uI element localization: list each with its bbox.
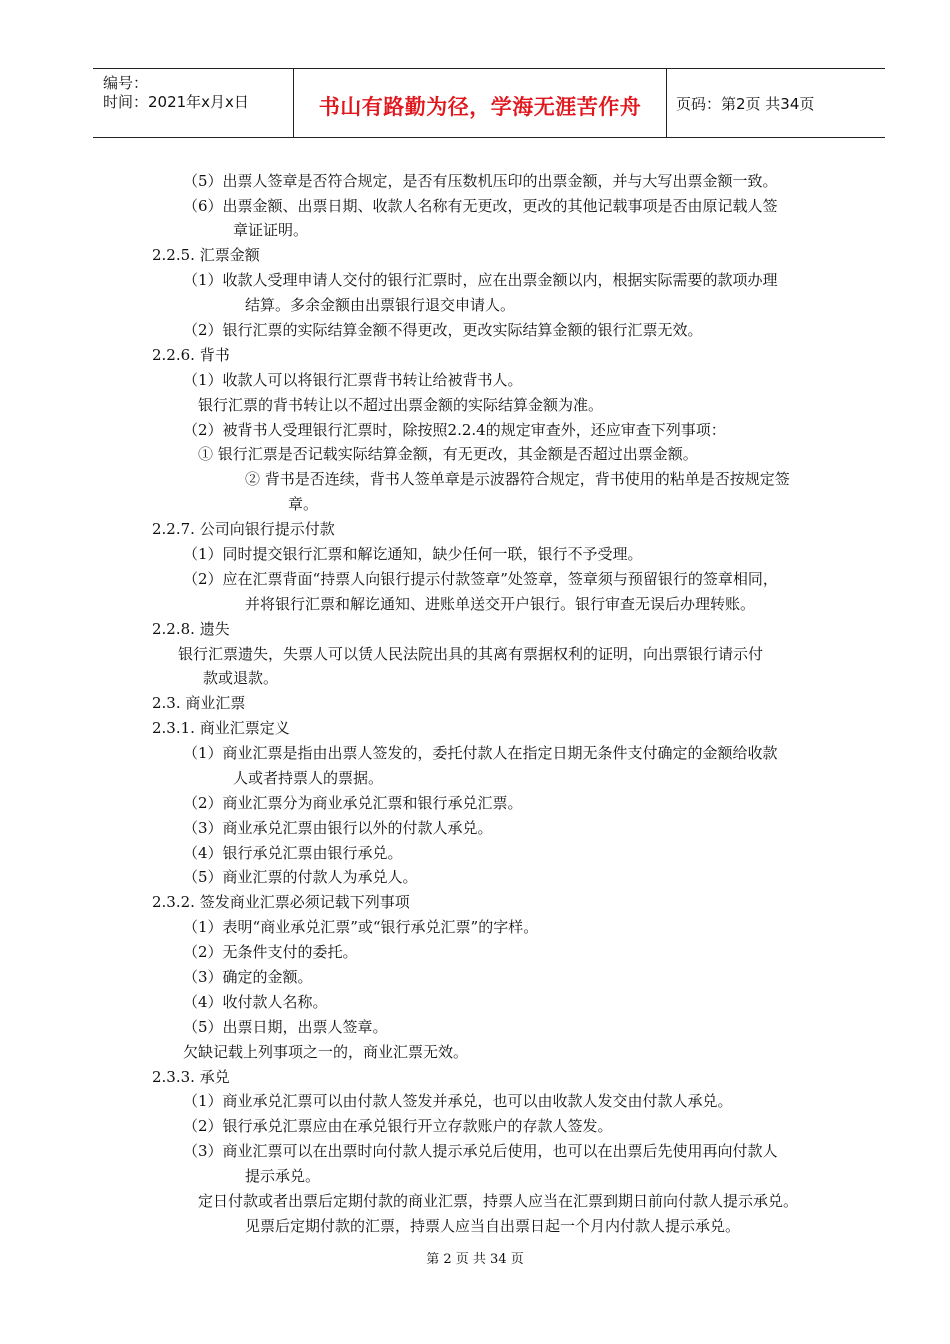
item-2-3-2-1: （1）表明“商业承兑汇票”或“银行承兑汇票”的字样。 bbox=[183, 918, 539, 936]
sub-item-circled-2: ② 背书是否连续，背书人签单章是示波器符合规定，背书使用的粘单是否按规定签 bbox=[245, 470, 790, 488]
item-2-3-3-3: （3）商业汇票可以在出票时向付款人提示承兑后使用，也可以在出票后先使用再向付款人 bbox=[183, 1142, 778, 1160]
item-2-3-1-4: （4）银行承兑汇票由银行承兑。 bbox=[183, 844, 403, 862]
header-motto-cell bbox=[293, 69, 667, 137]
item-2-2-6-1: （1）收款人可以将银行汇票背书转让给被背书人。 bbox=[183, 371, 523, 389]
paragraph-2-3-3-note-1: 定日付款或者出票后定期付款的商业汇票，持票人应当在汇票到期日前向付款人提示承兑。 bbox=[198, 1192, 799, 1210]
item-2-2-7-1: （1）同时提交银行汇票和解讫通知，缺少任何一联，银行不予受理。 bbox=[183, 545, 643, 563]
item-2-3-1-2: （2）商业汇票分为商业承兑汇票和银行承兑汇票。 bbox=[183, 794, 523, 812]
header-info-cell bbox=[93, 69, 293, 137]
item-2-2-4-6: （6）出票金额、出票日期、收款人名称有无更改，更改的其他记载事项是否由原记载人签 bbox=[183, 197, 778, 215]
item-2-3-2-2: （2）无条件支付的委托。 bbox=[183, 943, 358, 961]
section-heading-2-2-8: 2.2.8. 遗失 bbox=[152, 620, 230, 638]
section-heading-2-2-7: 2.2.7. 公司向银行提示付款 bbox=[152, 520, 335, 538]
item-2-2-4-5: （5）出票人签章是否符合规定，是否有压数机压印的出票金额，并与大写出票金额一致。 bbox=[183, 172, 778, 190]
section-heading-2-2-5: 2.2.5. 汇票金额 bbox=[152, 246, 260, 264]
item-2-3-1-5: （5）商业汇票的付款人为承兑人。 bbox=[183, 868, 418, 886]
document-number-label: 编号： bbox=[103, 74, 149, 92]
item-2-3-1-3: （3）商业承兑汇票由银行以外的付款人承兑。 bbox=[183, 819, 493, 837]
page-footer: 第 2 页 共 34 页 bbox=[426, 1252, 524, 1267]
paragraph-2-3-2-note: 欠缺记载上列事项之一的，商业汇票无效。 bbox=[183, 1043, 469, 1061]
page-header bbox=[93, 68, 885, 138]
section-heading-2-3-2: 2.3.2. 签发商业汇票必须记载下列事项 bbox=[152, 893, 410, 911]
section-heading-2-3-3: 2.3.3. 承兑 bbox=[152, 1068, 230, 1086]
section-heading-2-2-6: 2.2.6. 背书 bbox=[152, 346, 230, 364]
item-2-3-3-3-cont: 提示承兑。 bbox=[245, 1167, 321, 1185]
item-2-2-7-2-cont: 并将银行汇票和解讫通知、进账单送交开户银行。银行审查无误后办理转账。 bbox=[245, 595, 756, 613]
paragraph-2-2-8-cont: 款或退款。 bbox=[203, 669, 279, 687]
header-motto: 书山有路勤为径，学海无涯苦作舟 bbox=[318, 95, 642, 119]
item-2-2-7-2: （2）应在汇票背面“持票人向银行提示付款签章”处签章，签章须与预留银行的签章相同， bbox=[183, 570, 778, 588]
section-heading-2-3: 2.3. 商业汇票 bbox=[152, 694, 246, 712]
item-2-2-5-1-cont: 结算。多余金额由出票银行退交申请人。 bbox=[245, 296, 516, 314]
item-2-3-1-1-cont: 人或者持票人的票据。 bbox=[233, 769, 384, 787]
document-time-label: 时间：2021年x月x日 bbox=[103, 93, 249, 111]
item-2-3-2-3: （3）确定的金额。 bbox=[183, 968, 313, 986]
item-2-2-4-6-cont: 章证证明。 bbox=[233, 221, 309, 239]
paragraph-2-3-3-note-2: 见票后定期付款的汇票，持票人应当自出票日起一个月内付款人提示承兑。 bbox=[245, 1217, 741, 1235]
paragraph-2-2-6-note: 银行汇票的背书转让以不超过出票金额的实际结算金额为准。 bbox=[198, 396, 604, 414]
item-2-3-2-5: （5）出票日期，出票人签章。 bbox=[183, 1018, 388, 1036]
sub-item-circled-2-cont: 章。 bbox=[288, 495, 319, 513]
sub-item-circled-1: ① 银行汇票是否记载实际结算金额，有无更改，其金额是否超过出票金额。 bbox=[198, 445, 698, 463]
item-2-3-2-4: （4）收付款人名称。 bbox=[183, 993, 328, 1011]
item-2-3-3-1: （1）商业承兑汇票可以由付款人签发并承兑，也可以由收款人发交由付款人承兑。 bbox=[183, 1092, 733, 1110]
header-page-number: 页码：第2页 共34页 bbox=[676, 95, 815, 113]
item-2-2-6-2: （2）被背书人受理银行汇票时，除按照2.2.4的规定审查外，还应审查下列事项： bbox=[183, 421, 726, 439]
item-2-3-1-1: （1）商业汇票是指由出票人签发的，委托付款人在指定日期无条件支付确定的金额给收款 bbox=[183, 744, 778, 762]
header-page-cell bbox=[666, 69, 885, 137]
item-2-2-5-2: （2）银行汇票的实际结算金额不得更改，更改实际结算金额的银行汇票无效。 bbox=[183, 321, 703, 339]
item-2-2-5-1: （1）收款人受理申请人交付的银行汇票时，应在出票金额以内，根据实际需要的款项办理 bbox=[183, 271, 778, 289]
section-heading-2-3-1: 2.3.1. 商业汇票定义 bbox=[152, 719, 290, 737]
item-2-3-3-2: （2）银行承兑汇票应由在承兑银行开立存款账户的存款人签发。 bbox=[183, 1117, 613, 1135]
paragraph-2-2-8: 银行汇票遗失，失票人可以赁人民法院出具的其离有票据权利的证明，向出票银行请示付 bbox=[178, 645, 764, 663]
